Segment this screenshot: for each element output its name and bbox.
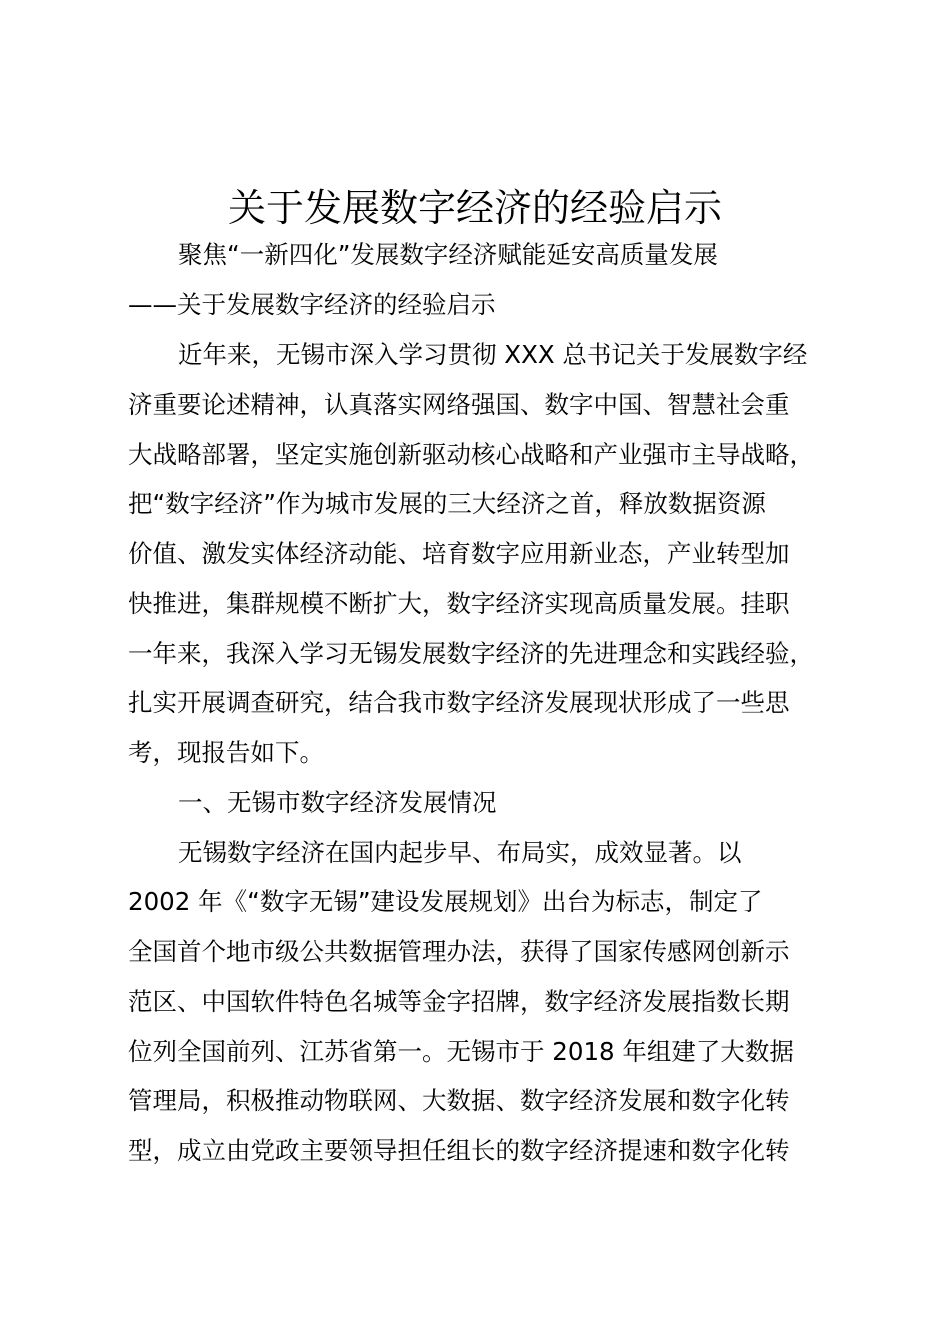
paragraph-line: 扎实开展调查研究，结合我市数字经济发展现状形成了一些思 (128, 688, 790, 717)
section-heading: 一、无锡市数字经济发展情况 (178, 788, 497, 817)
paragraph-line: 位列全国前列、江苏省第一。无锡市于 2018 年组建了大数据 (128, 1037, 794, 1066)
document-title: 关于发展数字经济的经验启示 (227, 186, 722, 230)
paragraph-line: 无锡数字经济在国内起步早、布局实，成效显著。以 (178, 838, 742, 867)
paragraph-line: 价值、激发实体经济动能、培育数字应用新业态，产业转型加 (128, 539, 790, 568)
paragraph-line: 全国首个地市级公共数据管理办法，获得了国家传感网创新示 (128, 937, 790, 966)
paragraph-line: 大战略部署，坚定实施创新驱动核心战略和产业强市主导战略， (128, 440, 814, 469)
paragraph-line: 范区、中国软件特色名城等金字招牌，数字经济发展指数长期 (128, 987, 790, 1016)
paragraph-line: 型，成立由党政主要领导担任组长的数字经济提速和数字化转 (128, 1136, 790, 1165)
paragraph-line: 把“数字经济”作为城市发展的三大经济之首，释放数据资源 (128, 489, 766, 518)
paragraph-line: 一年来，我深入学习无锡发展数字经济的先进理念和实践经验， (128, 639, 814, 668)
paragraph-line: 济重要论述精神，认真落实网络强国、数字中国、智慧社会重 (128, 390, 790, 419)
paragraph-line: 考，现报告如下。 (128, 738, 324, 767)
paragraph-line: 快推进，集群规模不断扩大，数字经济实现高质量发展。挂职 (128, 589, 790, 618)
paragraph-line: 2002 年《“数字无锡”建设发展规划》出台为标志，制定了 (128, 887, 763, 916)
paragraph-line: 管理局，积极推动物联网、大数据、数字经济发展和数字化转 (128, 1086, 790, 1115)
document-subheading: ——关于发展数字经济的经验启示 (128, 290, 496, 319)
paragraph-line: 近年来，无锡市深入学习贯彻 XXX 总书记关于发展数字经 (178, 340, 808, 369)
document-subtitle: 聚焦“一新四化”发展数字经济赋能延安高质量发展 (178, 240, 718, 269)
